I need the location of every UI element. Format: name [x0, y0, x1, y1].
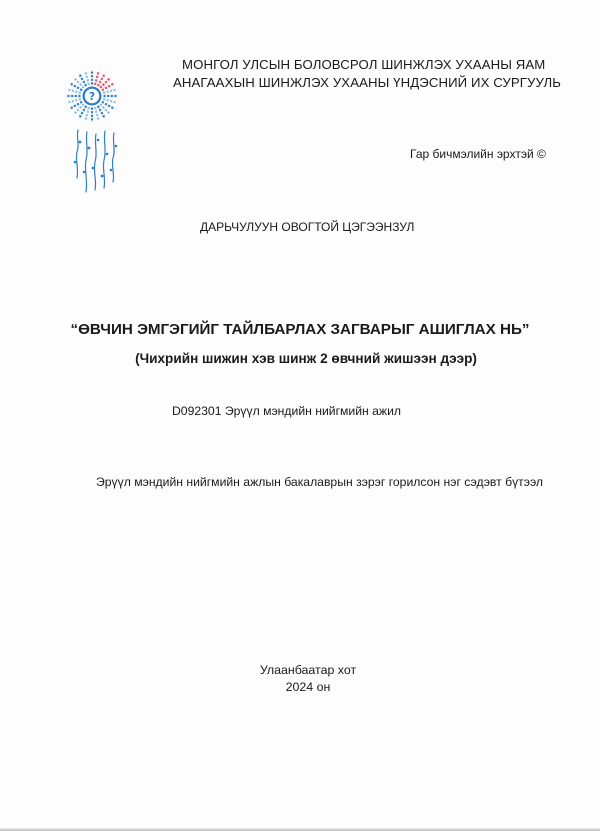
program-code: D092301 Эрүүл мэндийн нийгмийн ажил	[172, 404, 402, 418]
university-name: АНАГААХЫН ШИНЖЛЭХ УХААНЫ ҮНДЭСНИЙ ИХ СУРГУУЛЬ	[173, 75, 562, 90]
thesis-subtitle: (Чихрийн шижин хэв шинж 2 өвчний жишээн дээр)	[135, 351, 477, 366]
emblem-ray	[85, 107, 89, 121]
ministry-name: МОНГОЛ УЛСЫН БОЛОВСРОЛ ШИНЖЛЭХ УХААНЫ ЯАМ	[182, 57, 546, 72]
emblem-ray	[67, 89, 81, 93]
copyright-notice: Гар бичмэлийн эрхтэй ©	[410, 147, 546, 161]
institution-header	[150, 56, 570, 92]
emblem-ray	[103, 99, 117, 103]
emblem-ray	[95, 107, 99, 121]
university-emblem-icon	[64, 68, 120, 124]
author-name: ДАРЬЧУЛУУН ОВОГТОЙ ЦЭГЭЭНЗУЛ	[200, 220, 415, 234]
year: 2024 он	[285, 680, 331, 694]
svg-text:?: ?	[88, 90, 96, 103]
emblem-ray	[95, 71, 99, 85]
emblem-ray	[85, 71, 89, 85]
emblem-ray	[67, 99, 81, 103]
degree-statement: Эрүүл мэндийн нийгмийн ажлын бакалаврын зэрэг горилсон нэг сэдэвт бүтээл	[96, 475, 544, 489]
city-name: Улаанбаатар хот	[259, 663, 357, 677]
emblem-ray	[103, 89, 117, 93]
mongolian-script-logo-icon	[70, 128, 120, 196]
thesis-title: “ӨВЧИН ЭМГЭГИЙГ ТАЙЛБАРЛАХ ЗАГВАРЫГ АШИГЛАХ НЬ”	[70, 321, 530, 338]
place-and-year	[0, 662, 600, 696]
